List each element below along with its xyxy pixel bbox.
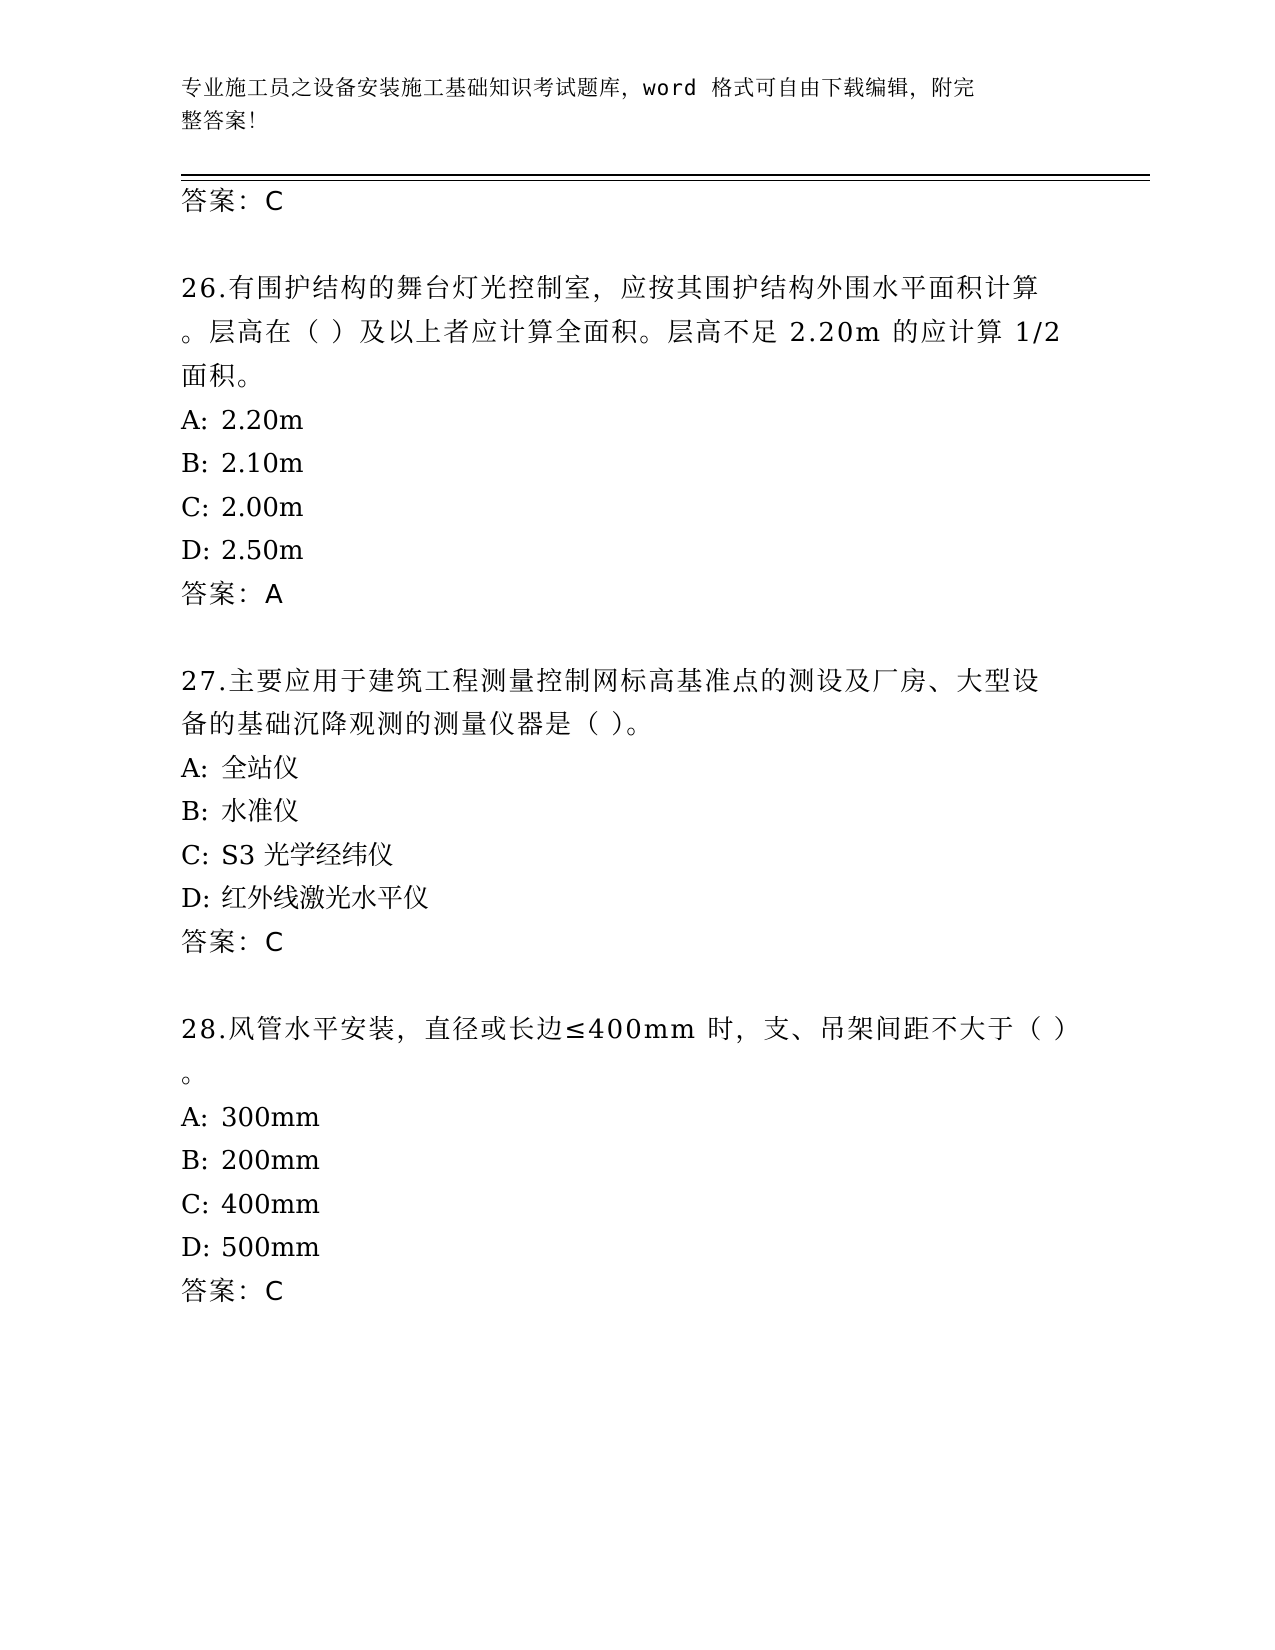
option-label: C: <box>181 493 210 523</box>
option-label: A: <box>181 754 209 784</box>
answer: 答案：C <box>181 928 286 958</box>
option-text: 水准仪 <box>221 797 300 827</box>
option-label: D: <box>181 536 211 566</box>
option-label: B: <box>181 1146 209 1176</box>
option-text: 2.10m <box>221 449 304 479</box>
option-text: 全站仪 <box>221 754 300 784</box>
option-label: A: <box>181 406 209 436</box>
option-label: D: <box>181 884 211 914</box>
question-text-line: 。 <box>181 1059 210 1089</box>
question-text-line: 28.风管水平安装，直径或长边≤400mm 时，支、吊架间距不大于（ ） <box>181 1015 1082 1045</box>
question-text-line: 26.有围护结构的舞台灯光控制室，应按其围护结构外围水平面积计算 <box>181 274 1041 304</box>
question-text-line: 备的基础沉降观测的测量仪器是（ ）。 <box>181 710 655 740</box>
option-text: 300mm <box>221 1103 320 1133</box>
option-d <box>181 1226 320 1270</box>
option-d <box>181 877 429 921</box>
question-text-line: 。层高在（ ）及以上者应计算全面积。层高不足 2.20m 的应计算 1/2 <box>181 318 1063 348</box>
option-text: 2.00m <box>221 493 304 523</box>
option-label: C: <box>181 841 210 871</box>
option-c <box>181 834 394 878</box>
option-b <box>181 442 304 486</box>
option-text: 400mm <box>221 1190 320 1220</box>
option-label: A: <box>181 1103 209 1133</box>
option-a <box>181 399 304 443</box>
header-divider-thick <box>181 174 1150 176</box>
option-text: 500mm <box>221 1233 320 1263</box>
answer: 答案：C <box>181 1277 286 1307</box>
option-label: C: <box>181 1190 210 1220</box>
option-text: 200mm <box>221 1146 320 1176</box>
question-text-line: 面积。 <box>181 362 266 392</box>
option-text: 红外线激光水平仪 <box>221 884 430 914</box>
option-b <box>181 1139 320 1183</box>
header-line-1: 专业施工员之设备安装施工基础知识考试题库，word 格式可自由下载编辑，附完 <box>181 76 976 100</box>
header-divider-thin <box>181 180 1150 181</box>
option-label: B: <box>181 797 209 827</box>
document-header <box>181 72 1061 138</box>
option-label: B: <box>181 449 209 479</box>
option-label: D: <box>181 1233 211 1263</box>
option-text: 2.50m <box>221 536 304 566</box>
option-c <box>181 486 304 530</box>
option-text: 2.20m <box>221 406 304 436</box>
option-c <box>181 1183 320 1227</box>
question-text-line: 27.主要应用于建筑工程测量控制网标高基准点的测设及厂房、大型设 <box>181 667 1041 697</box>
option-a <box>181 1096 320 1140</box>
header-line-2: 整答案！ <box>181 109 269 133</box>
previous-answer: 答案：C <box>181 187 286 217</box>
option-b <box>181 790 299 834</box>
option-a <box>181 747 299 791</box>
answer: 答案：A <box>181 580 285 610</box>
option-d <box>181 529 304 573</box>
option-text: S3 光学经纬仪 <box>221 841 394 871</box>
